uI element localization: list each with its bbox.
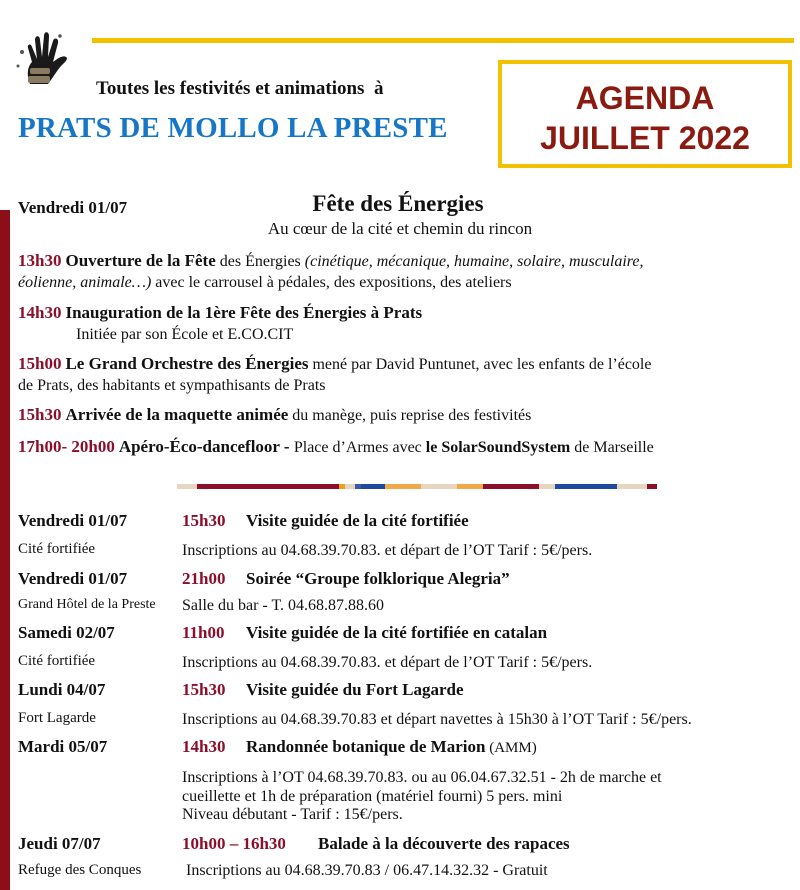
event-title: Visite guidée du Fort Lagarde <box>246 680 464 699</box>
event-title: Soirée “Groupe folklorique Alegria” <box>246 569 510 588</box>
program-head: Apéro-Éco-dancefloor - <box>118 437 294 456</box>
event-time: 10h00 – 16h30 <box>182 834 286 853</box>
program-item <box>18 404 788 426</box>
event-day: Samedi 02/07 <box>18 623 115 642</box>
color-separator <box>177 484 657 489</box>
program-head: Le Grand Orchestre des Énergies <box>65 354 309 373</box>
event-info: Inscriptions au 04.68.39.70.83 / 06.47.14.32.32 - Gratuit <box>186 862 548 879</box>
event-time: 11h00 <box>182 623 225 642</box>
event-time: 15h30 <box>182 680 226 699</box>
program-item <box>18 302 788 345</box>
event-day: Vendredi 01/07 <box>18 569 128 588</box>
event-title <box>246 737 537 757</box>
event-day: Jeudi 07/07 <box>18 834 101 853</box>
feature-day: Vendredi 01/07 <box>18 198 128 217</box>
program-text: du manège, puis reprise des festivités <box>288 407 532 424</box>
event-info: cueillette et 1h de préparation (matériel fourni) 5 pers. mini <box>182 788 563 805</box>
program-time: 14h30 <box>18 303 62 322</box>
program-head: Arrivée de la maquette animée <box>65 405 289 424</box>
left-accent-bar <box>0 210 10 890</box>
event-place: Cité fortifiée <box>18 653 96 669</box>
program-text-2: de Marseille <box>570 439 654 456</box>
event-time: 21h00 <box>182 569 226 588</box>
program-time: 15h30 <box>18 405 62 424</box>
hand-logo <box>8 22 80 94</box>
event-time: 14h30 <box>182 737 226 756</box>
program-italic-2: éolienne, animale…) <box>18 274 152 291</box>
header-rule <box>92 38 794 43</box>
program-item <box>18 353 788 396</box>
event-title: Visite guidée de la cité fortifiée en catalan <box>246 623 548 642</box>
program-item <box>18 436 788 458</box>
event-day: Lundi 04/07 <box>18 680 106 699</box>
program-italic: (cinétique, mécanique, humaine, solaire, musculaire, <box>304 253 644 270</box>
agenda-box <box>498 60 792 168</box>
program-text: Place d’Armes avec <box>293 439 426 456</box>
event-info: Inscriptions au 04.68.39.70.83. et départ de l’OT Tarif : 5€/pers. <box>182 654 593 671</box>
event-info: Inscriptions au 04.68.39.70.83. et départ de l’OT Tarif : 5€/pers. <box>182 542 593 559</box>
feature-title-text: Fête des Énergies <box>312 191 484 216</box>
event-place: Cité fortifiée <box>18 541 96 557</box>
program-time: 15h00 <box>18 354 62 373</box>
program-line2: Initiée par son École et E.CO.CIT <box>76 326 294 343</box>
program-time: 13h30 <box>18 251 62 270</box>
event-place: Grand Hôtel de la Preste <box>18 597 156 612</box>
event-info: Inscriptions à l’OT 04.68.39.70.83. ou au 06.04.67.32.51 - 2h de marche et <box>182 769 662 786</box>
agenda-month: JUILLET 2022 <box>540 120 750 156</box>
event-title: Visite guidée de la cité fortifiée <box>246 511 469 530</box>
town-title: PRATS DE MOLLO LA PRESTE <box>18 112 448 144</box>
event-info: Salle du bar - T. 04.68.87.88.60 <box>182 597 385 614</box>
feature-subtitle: Au cœur de la cité et chemin du rincon <box>267 219 533 238</box>
feature-title <box>0 191 800 217</box>
event-day: Mardi 05/07 <box>18 737 108 756</box>
event-info: Inscriptions au 04.68.39.70.83 et départ navettes à 15h30 à l’OT Tarif : 5€/pers. <box>182 711 692 728</box>
program-item <box>18 250 788 293</box>
event-place: Fort Lagarde <box>18 710 96 726</box>
agenda-label: AGENDA <box>575 80 715 116</box>
program-time: 17h00- 20h00 <box>18 437 115 456</box>
program-text: des Énergies <box>215 253 305 270</box>
event-title-text: Randonnée botanique de Marion <box>246 737 486 756</box>
program-line2: de Prats, des habitants et sympathisants de Prats <box>18 377 326 394</box>
event-time: 15h30 <box>182 511 226 530</box>
program-bold: le SolarSoundSystem <box>425 439 571 456</box>
program-head: Ouverture de la Fête <box>65 251 216 270</box>
header-subtitle: Toutes les festivités et animations à <box>96 78 384 99</box>
program-text: mené par David Puntunet, avec les enfants de l’école <box>308 356 652 373</box>
event-info: Niveau débutant - Tarif : 15€/pers. <box>182 806 403 823</box>
event-place: Refuge des Conques <box>18 862 142 878</box>
event-day: Vendredi 01/07 <box>18 511 128 530</box>
event-title: Balade à la découverte des rapaces <box>318 834 570 853</box>
program-head: Inauguration de la 1ère Fête des Énergies à Prats <box>65 303 423 322</box>
program-text-2: avec le carrousel à pédales, des expositions, des ateliers <box>151 274 512 291</box>
event-title-extra: (AMM) <box>485 740 537 756</box>
hand-logo-icon <box>8 22 80 94</box>
